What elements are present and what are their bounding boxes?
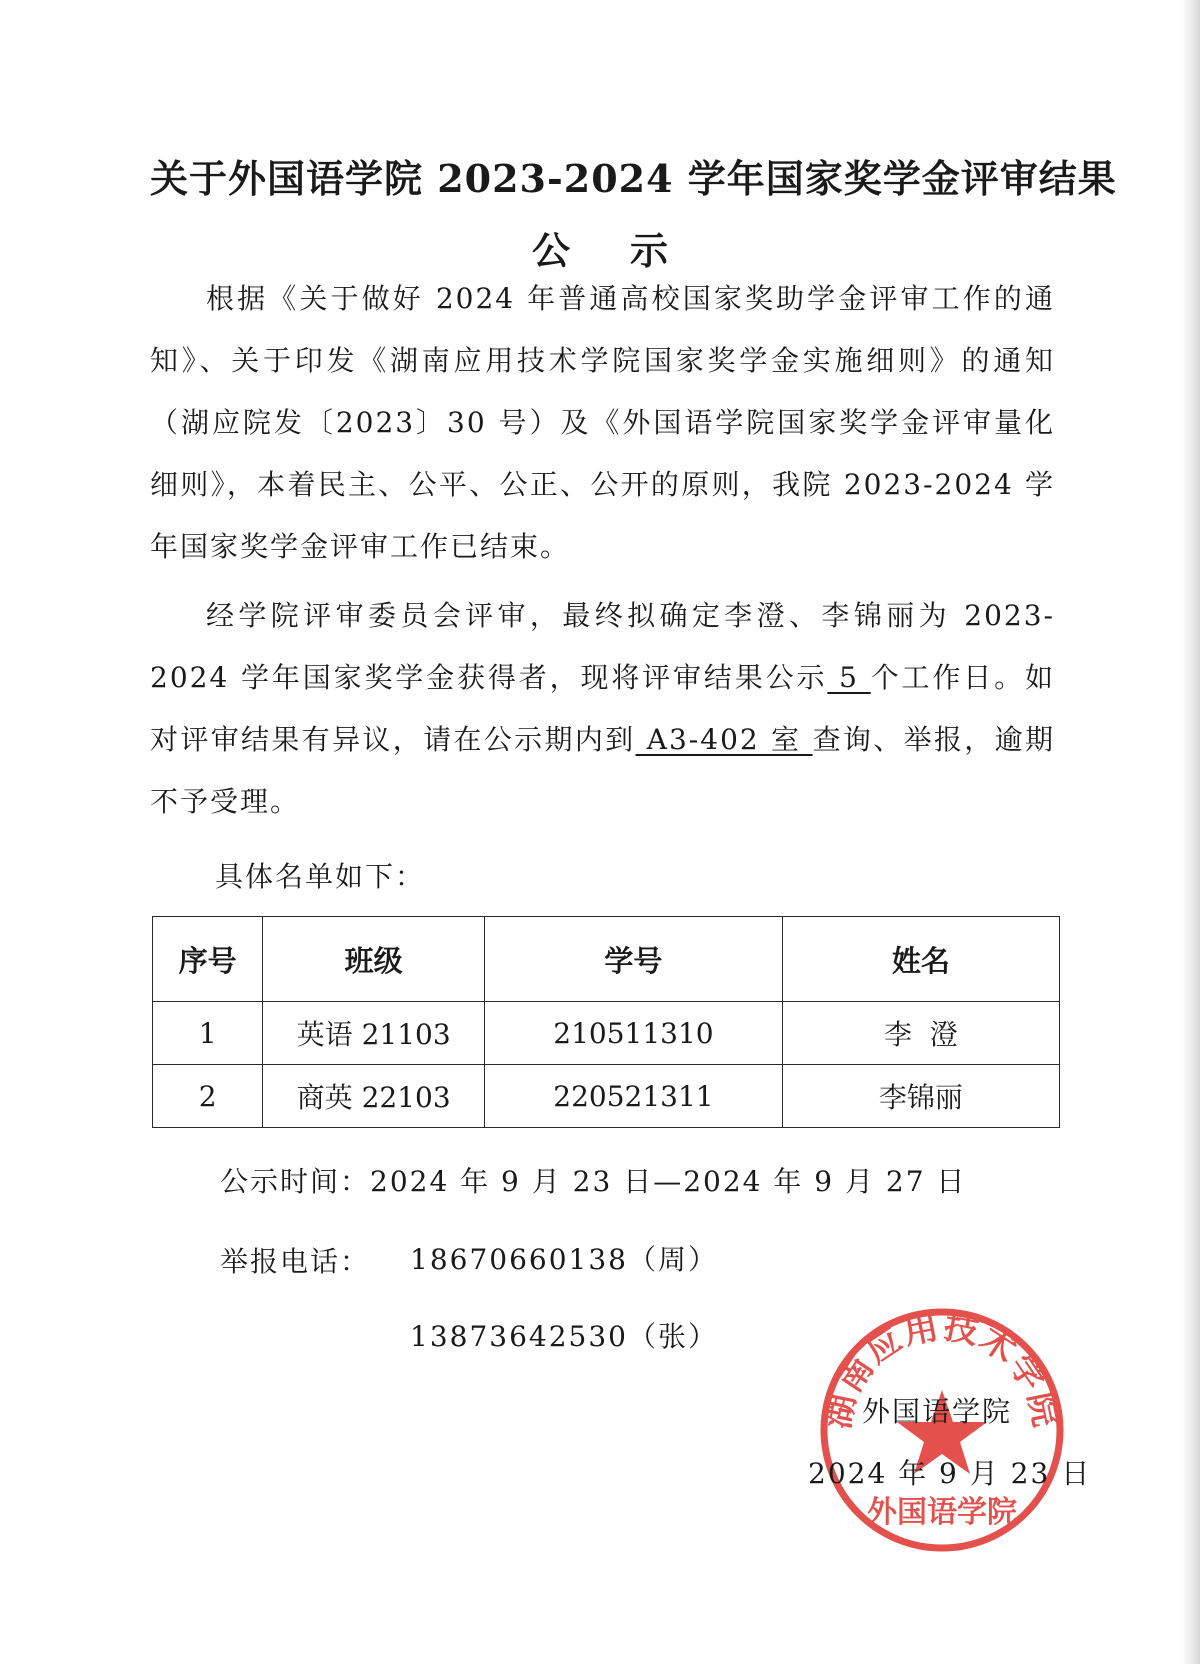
paragraph-result (150, 585, 1055, 833)
result-text-part3: 查询、举报，逾期不予受理。 (150, 723, 1055, 818)
cell-student-id: 220521311 (485, 1065, 783, 1128)
report-phone-1: 18670660138（周） (410, 1243, 718, 1276)
signature-date: 2024 年 9 月 23 日 (808, 1457, 1092, 1490)
seal-center-text: 外国语学院 (867, 1495, 1017, 1530)
result-text-part2: 个工作日。如对评审结果有异议，请在公示期内到 (150, 661, 1055, 756)
header-index: 序号 (153, 917, 263, 1002)
official-seal (812, 1300, 1072, 1560)
cell-name: 李 澄 (782, 1002, 1059, 1065)
cell-class: 英语 21103 (263, 1002, 485, 1065)
cell-student-id: 210511310 (485, 1002, 783, 1065)
report-phone-2: 13873642530（张） (410, 1320, 718, 1353)
document-subtitle: 公示 (531, 228, 728, 273)
publicity-days: 5 (827, 661, 871, 694)
table-row (153, 1065, 1060, 1128)
header-name: 姓名 (782, 917, 1059, 1002)
cell-class: 商英 22103 (263, 1065, 485, 1128)
publicity-time: 公示时间：2024 年 9 月 23 日—2024 年 9 月 27 日 (220, 1165, 967, 1198)
header-student-id: 学号 (485, 917, 783, 1002)
header-class: 班级 (263, 917, 485, 1002)
document-title: 关于外国语学院 2023-2024 学年国家奖学金评审结果 (150, 156, 1117, 201)
paragraph-basis: 根据《关于做好 2024 年普通高校国家奖助学金评审工作的通知》、关于印发《湖南应用技术学院国家奖学金实施细则》的通知（湖应院发〔2023〕30 号）及《外国语学院国家奖学金评审量化细则》，本着民主、公平、公正、公开的原则，我院 2023-2024 学年国家奖学金评审工作已结束。 (150, 282, 1055, 563)
report-phone-label: 举报电话： (220, 1245, 371, 1278)
signature-org: 外国语学院 (862, 1395, 1013, 1428)
table-row (153, 1002, 1060, 1065)
result-text-part1: 经学院评审委员会评审，最终拟确定李澄、李锦丽为 2023-2024 学年国家奖学金获得者，现将评审结果公示 (150, 599, 1055, 694)
inquiry-room: A3-402 室 (635, 723, 813, 756)
cell-index: 1 (153, 1002, 263, 1065)
seal-ring-text: 湖南应用技术学院 (817, 1306, 1067, 1433)
table-header-row (153, 917, 1060, 1002)
list-heading: 具体名单如下： (215, 860, 426, 893)
winner-table (152, 916, 1060, 1128)
cell-index: 2 (153, 1065, 263, 1128)
cell-name: 李锦丽 (782, 1065, 1059, 1128)
